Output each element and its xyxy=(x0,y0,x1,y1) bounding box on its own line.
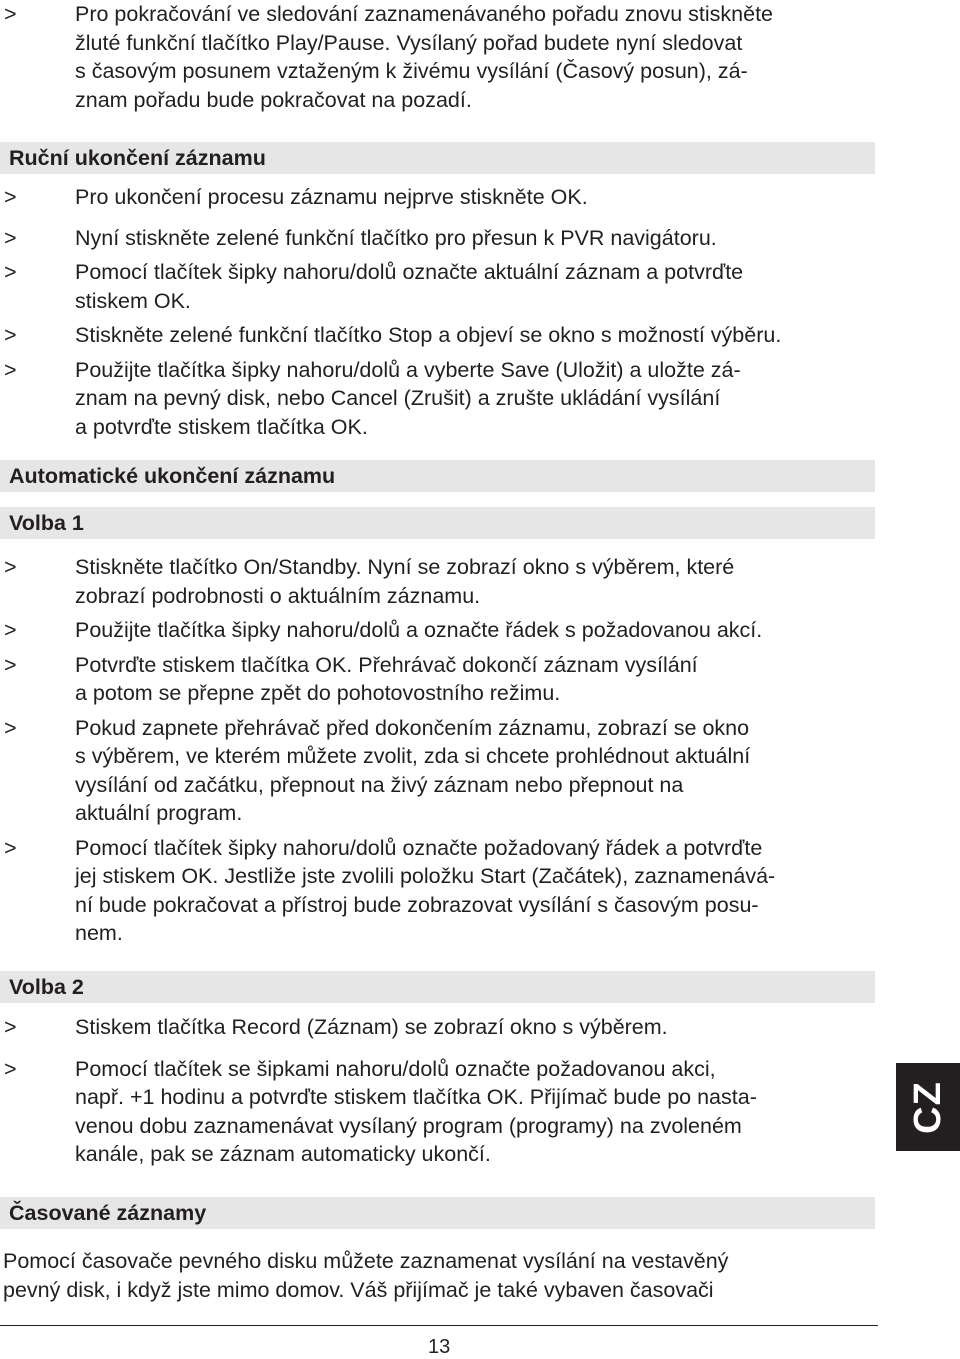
list-item xyxy=(0,0,900,114)
list-item xyxy=(0,1013,900,1042)
section-heading-timed: Časované záznamy xyxy=(0,1197,875,1229)
item-line: Pro ukončení procesu záznamu nejprve stiskněte OK. xyxy=(75,185,588,209)
item-line: stiskem OK. xyxy=(75,288,191,313)
item-line: žluté funkční tlačítko Play/Pause. Vysílaný pořad budete nyní sledovat xyxy=(75,30,743,55)
item-line: Potvrďte stiskem tlačítka OK. Přehrávač dokončí záznam vysílání xyxy=(75,652,698,677)
item-line: Pomocí tlačítek se šipkami nahoru/dolů označte požadovanou akci, xyxy=(75,1056,716,1081)
footer-rule xyxy=(0,1325,878,1326)
bullet-marker: > xyxy=(4,555,17,579)
item-line: Použijte tlačítka šipky nahoru/dolů a označte řádek s požadovanou akcí. xyxy=(75,618,763,642)
bullet-marker: > xyxy=(4,835,17,860)
item-line: např. +1 hodinu a potvrďte stiskem tlačítka OK. Přijímač bude po nasta- xyxy=(75,1085,757,1109)
language-tab-label: CZ xyxy=(906,1080,949,1134)
list-item xyxy=(0,616,900,645)
bullet-marker: > xyxy=(4,260,17,284)
item-line: Pro pokračování ve sledování zaznamenávaného pořadu znovu stiskněte xyxy=(75,2,773,26)
item-line: vysílání od začátku, přepnout na živý záznam nebo přepnout na xyxy=(75,772,684,797)
section-heading-auto: Automatické ukončení záznamu xyxy=(0,460,875,492)
list-item xyxy=(0,714,900,828)
item-line: Pokud zapnete přehrávač před dokončením záznamu, zobrazí se okno xyxy=(75,715,750,740)
bullet-marker: > xyxy=(4,185,17,209)
item-line: zobrazí podrobnosti o aktuálním záznamu. xyxy=(75,583,481,608)
bullet-marker: > xyxy=(4,1015,17,1039)
list-item xyxy=(0,224,900,253)
bullet-marker: > xyxy=(4,618,17,642)
item-line: ní bude pokračovat a přístroj bude zobrazovat vysílání s časovým posu- xyxy=(75,892,759,917)
section-heading-manual: Ruční ukončení záznamu xyxy=(0,142,875,174)
option1-list xyxy=(0,553,900,948)
paragraph-line: Pomocí časovače pevného disku můžete zaznamenat vysílání na vestavěný xyxy=(3,1249,729,1273)
intro-list xyxy=(0,0,900,114)
list-item xyxy=(0,356,900,442)
option2-list xyxy=(0,1013,900,1169)
item-line: a potvrďte stiskem tlačítka OK. xyxy=(75,414,368,439)
page-number: 13 xyxy=(428,1336,451,1358)
item-line: s časovým posunem vztaženým k živému vysílání (Časový posun), zá- xyxy=(75,59,748,83)
item-line: s výběrem, ve kterém můžete zvolit, zda si chcete prohlédnout aktuální xyxy=(75,744,751,768)
bullet-marker: > xyxy=(4,715,17,740)
section-heading-option1: Volba 1 xyxy=(0,507,875,539)
item-line: kanále, pak se záznam automaticky ukončí. xyxy=(75,1142,491,1166)
list-item xyxy=(0,651,900,708)
item-line: znam na pevný disk, nebo Cancel (Zrušit) a zrušte ukládání vysílání xyxy=(75,386,721,410)
item-line: Použijte tlačítka šipky nahoru/dolů a vyberte Save (Uložit) a uložte zá- xyxy=(75,357,741,382)
item-line: Stiskem tlačítka Record (Záznam) se zobrazí okno s výběrem. xyxy=(75,1015,668,1039)
item-line: nem. xyxy=(75,921,123,945)
language-tab xyxy=(896,1063,960,1151)
list-item xyxy=(0,258,900,315)
section-heading-option2: Volba 2 xyxy=(0,971,875,1003)
bullet-marker: > xyxy=(4,323,17,347)
timed-paragraph xyxy=(3,1247,883,1304)
paragraph-line: pevný disk, i když jste mimo domov. Váš přijímač je také vybaven časovači xyxy=(3,1277,714,1302)
item-line: a potom se přepne zpět do pohotovostního režimu. xyxy=(75,681,561,705)
bullet-marker: > xyxy=(4,652,17,677)
item-line: Pomocí tlačítek šipky nahoru/dolů označte aktuální záznam a potvrďte xyxy=(75,260,744,284)
item-line: Stiskněte tlačítko On/Standby. Nyní se zobrazí okno s výběrem, které xyxy=(75,555,735,579)
manual-list xyxy=(0,183,900,441)
bullet-marker: > xyxy=(4,357,17,382)
list-item xyxy=(0,183,900,212)
bullet-marker: > xyxy=(4,1056,17,1081)
item-line: aktuální program. xyxy=(75,801,243,825)
item-line: Stiskněte zelené funkční tlačítko Stop a objeví se okno s možností výběru. xyxy=(75,323,782,347)
item-line: Nyní stiskněte zelené funkční tlačítko pro přesun k PVR navigátoru. xyxy=(75,225,717,250)
bullet-marker: > xyxy=(4,2,17,26)
list-item xyxy=(0,321,900,350)
bullet-marker: > xyxy=(4,225,17,250)
list-item xyxy=(0,1055,900,1169)
item-line: venou dobu zaznamenávat vysílaný program (programy) na zvoleném xyxy=(75,1113,742,1138)
item-line: Pomocí tlačítek šipky nahoru/dolů označte požadovaný řádek a potvrďte xyxy=(75,835,763,860)
list-item xyxy=(0,553,900,610)
list-item xyxy=(0,834,900,948)
item-line: jej stiskem OK. Jestliže jste zvolili položku Start (Začátek), zaznamenává- xyxy=(75,864,776,888)
item-line: znam pořadu bude pokračovat na pozadí. xyxy=(75,87,472,112)
